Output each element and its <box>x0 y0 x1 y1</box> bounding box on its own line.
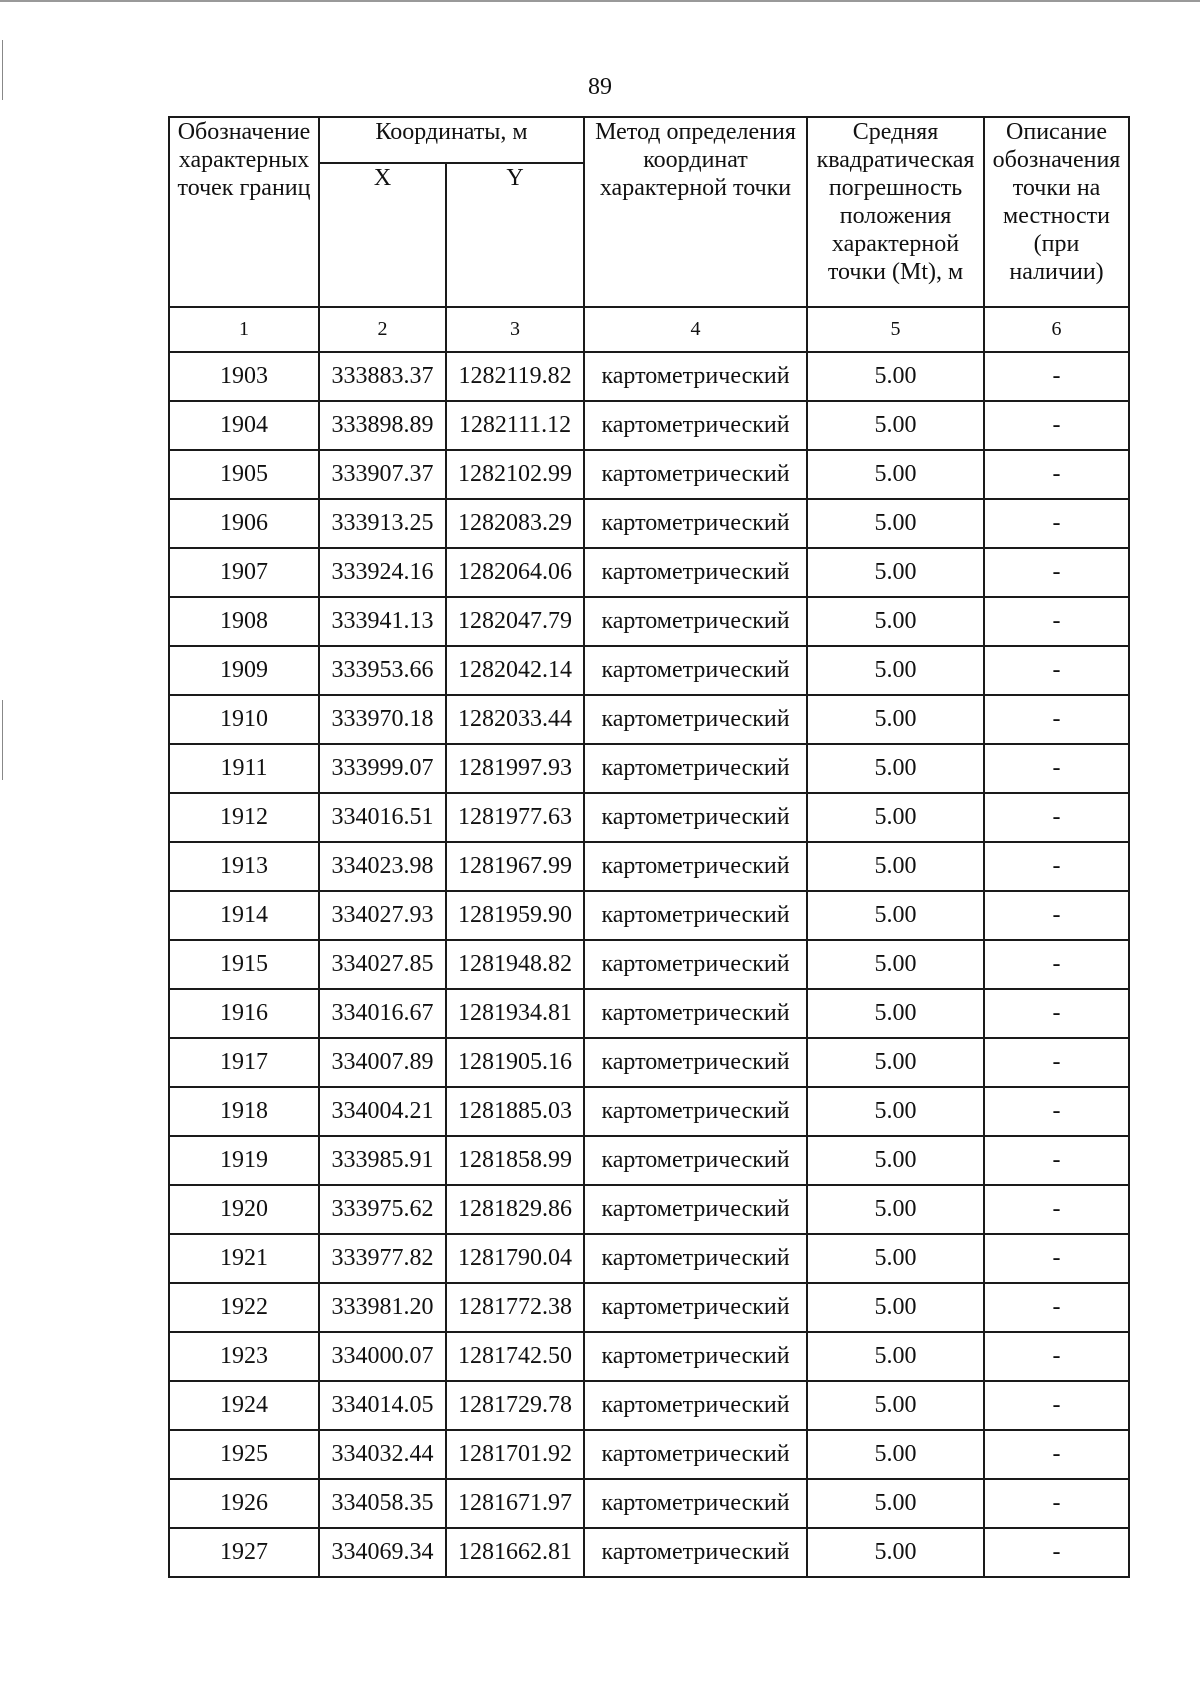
scan-edge-line <box>0 0 1200 2</box>
column-number: 5 <box>807 307 984 352</box>
cell-error: 5.00 <box>807 1234 984 1283</box>
cell-error: 5.00 <box>807 1332 984 1381</box>
cell-point: 1909 <box>169 646 319 695</box>
cell-point: 1906 <box>169 499 319 548</box>
cell-y: 1281948.82 <box>446 940 584 989</box>
table-row <box>169 1038 1129 1087</box>
cell-x: 334032.44 <box>319 1430 446 1479</box>
cell-x: 334016.51 <box>319 793 446 842</box>
cell-description: - <box>984 646 1129 695</box>
cell-description: - <box>984 499 1129 548</box>
cell-point: 1923 <box>169 1332 319 1381</box>
cell-error: 5.00 <box>807 352 984 401</box>
cell-method: картометрический <box>584 1136 807 1185</box>
table-row <box>169 1136 1129 1185</box>
cell-error: 5.00 <box>807 597 984 646</box>
header-description: Описание обозначения точки на местности (при наличии) <box>984 117 1129 307</box>
cell-description: - <box>984 1283 1129 1332</box>
cell-y: 1282033.44 <box>446 695 584 744</box>
cell-error: 5.00 <box>807 499 984 548</box>
cell-x: 334023.98 <box>319 842 446 891</box>
cell-error: 5.00 <box>807 548 984 597</box>
cell-x: 333883.37 <box>319 352 446 401</box>
table-row <box>169 793 1129 842</box>
table-row <box>169 401 1129 450</box>
cell-error: 5.00 <box>807 1185 984 1234</box>
cell-description: - <box>984 597 1129 646</box>
cell-x: 333977.82 <box>319 1234 446 1283</box>
cell-method: картометрический <box>584 1185 807 1234</box>
cell-x: 333941.13 <box>319 597 446 646</box>
cell-error: 5.00 <box>807 1381 984 1430</box>
header-row <box>169 117 1129 163</box>
cell-description: - <box>984 1038 1129 1087</box>
cell-y: 1282102.99 <box>446 450 584 499</box>
column-number: 2 <box>319 307 446 352</box>
cell-error: 5.00 <box>807 450 984 499</box>
table-row <box>169 989 1129 1038</box>
table-row <box>169 597 1129 646</box>
cell-description: - <box>984 1185 1129 1234</box>
cell-point: 1905 <box>169 450 319 499</box>
cell-point: 1903 <box>169 352 319 401</box>
cell-description: - <box>984 793 1129 842</box>
cell-x: 333898.89 <box>319 401 446 450</box>
table-row <box>169 695 1129 744</box>
cell-y: 1282042.14 <box>446 646 584 695</box>
cell-y: 1282111.12 <box>446 401 584 450</box>
cell-method: картометрический <box>584 1430 807 1479</box>
cell-description: - <box>984 1479 1129 1528</box>
cell-error: 5.00 <box>807 793 984 842</box>
cell-y: 1282064.06 <box>446 548 584 597</box>
cell-y: 1281977.63 <box>446 793 584 842</box>
cell-error: 5.00 <box>807 1479 984 1528</box>
cell-method: картометрический <box>584 1087 807 1136</box>
table-row <box>169 891 1129 940</box>
cell-point: 1904 <box>169 401 319 450</box>
cell-method: картометрический <box>584 597 807 646</box>
cell-description: - <box>984 450 1129 499</box>
cell-description: - <box>984 1528 1129 1577</box>
cell-point: 1907 <box>169 548 319 597</box>
cell-x: 334069.34 <box>319 1528 446 1577</box>
table-row <box>169 744 1129 793</box>
cell-x: 333985.91 <box>319 1136 446 1185</box>
cell-description: - <box>984 1381 1129 1430</box>
table-row <box>169 1283 1129 1332</box>
cell-description: - <box>984 695 1129 744</box>
cell-y: 1281829.86 <box>446 1185 584 1234</box>
table-row <box>169 1430 1129 1479</box>
cell-description: - <box>984 1087 1129 1136</box>
cell-x: 334004.21 <box>319 1087 446 1136</box>
cell-x: 333907.37 <box>319 450 446 499</box>
cell-error: 5.00 <box>807 1136 984 1185</box>
cell-point: 1919 <box>169 1136 319 1185</box>
cell-description: - <box>984 1332 1129 1381</box>
cell-point: 1925 <box>169 1430 319 1479</box>
column-number: 3 <box>446 307 584 352</box>
table-row <box>169 646 1129 695</box>
cell-error: 5.00 <box>807 1087 984 1136</box>
cell-error: 5.00 <box>807 401 984 450</box>
cell-method: картометрический <box>584 842 807 891</box>
cell-error: 5.00 <box>807 1038 984 1087</box>
cell-method: картометрический <box>584 1528 807 1577</box>
cell-y: 1281967.99 <box>446 842 584 891</box>
cell-x: 333953.66 <box>319 646 446 695</box>
cell-method: картометрический <box>584 793 807 842</box>
table-row <box>169 450 1129 499</box>
cell-description: - <box>984 548 1129 597</box>
cell-x: 333913.25 <box>319 499 446 548</box>
cell-method: картометрический <box>584 646 807 695</box>
header-method: Метод определения координат характерной точки <box>584 117 807 307</box>
table-row <box>169 1479 1129 1528</box>
cell-y: 1282083.29 <box>446 499 584 548</box>
cell-description: - <box>984 1234 1129 1283</box>
cell-description: - <box>984 1430 1129 1479</box>
cell-error: 5.00 <box>807 646 984 695</box>
cell-error: 5.00 <box>807 1283 984 1332</box>
cell-y: 1281662.81 <box>446 1528 584 1577</box>
table-row <box>169 940 1129 989</box>
cell-point: 1914 <box>169 891 319 940</box>
cell-description: - <box>984 842 1129 891</box>
cell-error: 5.00 <box>807 842 984 891</box>
cell-description: - <box>984 1136 1129 1185</box>
header-coordinates: Координаты, м <box>319 117 584 163</box>
column-number: 6 <box>984 307 1129 352</box>
table-row <box>169 1185 1129 1234</box>
cell-description: - <box>984 891 1129 940</box>
cell-y: 1281701.92 <box>446 1430 584 1479</box>
column-number-row <box>169 307 1129 352</box>
cell-y: 1281790.04 <box>446 1234 584 1283</box>
cell-y: 1281729.78 <box>446 1381 584 1430</box>
cell-method: картометрический <box>584 891 807 940</box>
cell-x: 334027.85 <box>319 940 446 989</box>
cell-point: 1917 <box>169 1038 319 1087</box>
cell-method: картометрический <box>584 1332 807 1381</box>
cell-error: 5.00 <box>807 891 984 940</box>
header-x: X <box>319 163 446 307</box>
cell-point: 1911 <box>169 744 319 793</box>
cell-y: 1281934.81 <box>446 989 584 1038</box>
cell-y: 1282119.82 <box>446 352 584 401</box>
cell-point: 1913 <box>169 842 319 891</box>
column-number: 4 <box>584 307 807 352</box>
cell-y: 1282047.79 <box>446 597 584 646</box>
table-row <box>169 352 1129 401</box>
column-number: 1 <box>169 307 319 352</box>
cell-point: 1924 <box>169 1381 319 1430</box>
cell-point: 1920 <box>169 1185 319 1234</box>
header-point: Обозначение характерных точек границ <box>169 117 319 307</box>
cell-method: картометрический <box>584 1479 807 1528</box>
cell-point: 1915 <box>169 940 319 989</box>
cell-y: 1281905.16 <box>446 1038 584 1087</box>
cell-description: - <box>984 940 1129 989</box>
cell-point: 1916 <box>169 989 319 1038</box>
cell-y: 1281858.99 <box>446 1136 584 1185</box>
cell-method: картометрический <box>584 499 807 548</box>
cell-point: 1918 <box>169 1087 319 1136</box>
scan-left-edge-mark-lower <box>2 700 3 780</box>
cell-x: 333999.07 <box>319 744 446 793</box>
cell-point: 1912 <box>169 793 319 842</box>
cell-method: картометрический <box>584 450 807 499</box>
table-row <box>169 1087 1129 1136</box>
table-body <box>169 307 1129 1577</box>
cell-x: 333975.62 <box>319 1185 446 1234</box>
cell-method: картометрический <box>584 1038 807 1087</box>
cell-error: 5.00 <box>807 1430 984 1479</box>
cell-x: 334007.89 <box>319 1038 446 1087</box>
cell-y: 1281772.38 <box>446 1283 584 1332</box>
cell-method: картометрический <box>584 744 807 793</box>
cell-x: 334027.93 <box>319 891 446 940</box>
cell-y: 1281671.97 <box>446 1479 584 1528</box>
cell-point: 1922 <box>169 1283 319 1332</box>
cell-x: 334058.35 <box>319 1479 446 1528</box>
cell-x: 333924.16 <box>319 548 446 597</box>
page-number: 89 <box>588 74 612 100</box>
cell-method: картометрический <box>584 1234 807 1283</box>
table-row <box>169 1528 1129 1577</box>
cell-point: 1910 <box>169 695 319 744</box>
coordinates-table <box>168 116 1130 1578</box>
cell-point: 1908 <box>169 597 319 646</box>
cell-method: картометрический <box>584 1381 807 1430</box>
cell-error: 5.00 <box>807 940 984 989</box>
cell-error: 5.00 <box>807 989 984 1038</box>
table-row <box>169 1234 1129 1283</box>
cell-description: - <box>984 401 1129 450</box>
cell-method: картометрический <box>584 989 807 1038</box>
table-row <box>169 842 1129 891</box>
cell-description: - <box>984 352 1129 401</box>
cell-y: 1281959.90 <box>446 891 584 940</box>
cell-y: 1281997.93 <box>446 744 584 793</box>
cell-y: 1281885.03 <box>446 1087 584 1136</box>
cell-x: 334014.05 <box>319 1381 446 1430</box>
cell-x: 334000.07 <box>319 1332 446 1381</box>
table-row <box>169 548 1129 597</box>
cell-method: картометрический <box>584 1283 807 1332</box>
table-row <box>169 499 1129 548</box>
cell-x: 333970.18 <box>319 695 446 744</box>
cell-description: - <box>984 989 1129 1038</box>
cell-point: 1921 <box>169 1234 319 1283</box>
cell-error: 5.00 <box>807 1528 984 1577</box>
cell-description: - <box>984 744 1129 793</box>
cell-point: 1927 <box>169 1528 319 1577</box>
cell-x: 333981.20 <box>319 1283 446 1332</box>
cell-point: 1926 <box>169 1479 319 1528</box>
cell-error: 5.00 <box>807 695 984 744</box>
cell-x: 334016.67 <box>319 989 446 1038</box>
header-y: Y <box>446 163 584 307</box>
cell-method: картометрический <box>584 352 807 401</box>
header-error: Средняя квадратическая погрешность положения характерной точки (Mt), м <box>807 117 984 307</box>
cell-method: картометрический <box>584 548 807 597</box>
cell-method: картометрический <box>584 940 807 989</box>
table-row <box>169 1332 1129 1381</box>
cell-method: картометрический <box>584 695 807 744</box>
table-row <box>169 1381 1129 1430</box>
cell-y: 1281742.50 <box>446 1332 584 1381</box>
cell-method: картометрический <box>584 401 807 450</box>
cell-error: 5.00 <box>807 744 984 793</box>
